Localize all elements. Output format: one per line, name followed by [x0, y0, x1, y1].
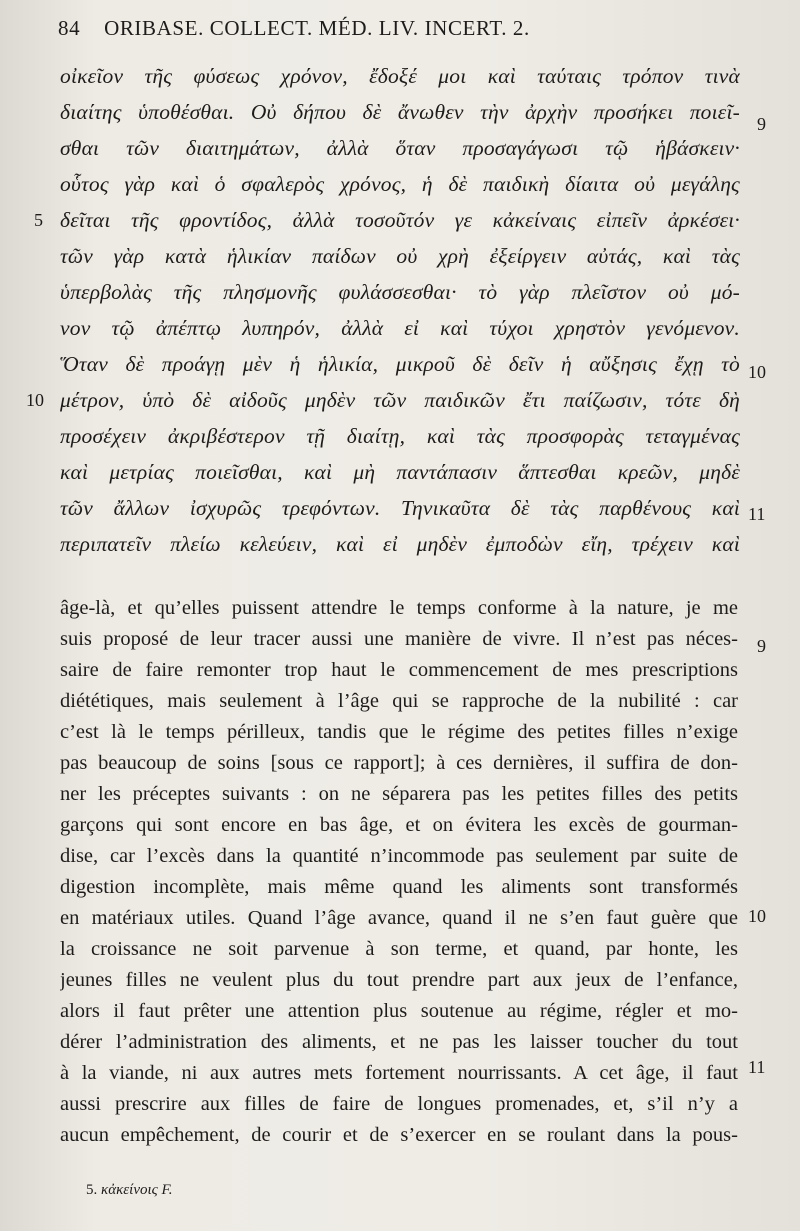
- margin-line-number: 5: [34, 210, 43, 230]
- greek-line: δεῖται τῆς φροντίδος, ἀλλὰ τοσοῦτόν γε κἀκείναις εἰπεῖν ἀρκέσει·: [60, 208, 740, 232]
- french-line: la croissance ne soit parvenue à son terme, et quand, par honte, les: [60, 938, 738, 960]
- french-line: pas beaucoup de soins [sous ce rapport]; à ces dernières, il suffira de don-: [60, 752, 738, 774]
- greek-line: οὗτος γὰρ καὶ ὁ σφαλερὸς χρόνος, ἡ δὲ παιδικὴ δίαιτα οὐ μεγάλης: [60, 172, 740, 196]
- french-line: ner les préceptes suivants : on ne séparera pas les petites filles des petits: [60, 783, 738, 805]
- margin-line-number: 10: [26, 390, 44, 410]
- footnote-number: 5.: [86, 1182, 98, 1198]
- greek-line: τῶν γὰρ κατὰ ἡλικίαν παίδων οὐ χρὴ ἐξείργειν αὐτάς, καὶ τὰς: [60, 244, 740, 268]
- page-number: 84: [58, 16, 81, 40]
- margin-section-number: 11: [748, 1057, 766, 1077]
- running-header: [58, 16, 740, 41]
- french-line: digestion incomplète, mais même quand les aliments sont transformés: [60, 876, 738, 898]
- greek-line: Ὅταν δὲ προάγῃ μὲν ἡ ἡλικία, μικροῦ δὲ δεῖν ἡ αὔξησις ἔχῃ τὸ: [60, 352, 740, 376]
- french-line: diététiques, mais seulement à l’âge qui se rapproche de la nubilité : car: [60, 690, 738, 712]
- french-line: jeunes filles ne veulent plus du tout prendre part aux jeux de l’enfance,: [60, 969, 738, 991]
- margin-section-number: 9: [757, 114, 766, 134]
- footnote-text: κἀκείνοις F.: [101, 1182, 173, 1198]
- french-line: garçons qui sont encore en bas âge, et on évitera les excès de gourman-: [60, 814, 738, 836]
- greek-line: καὶ μετρίας ποιεῖσθαι, καὶ μὴ παντάπασιν ἅπτεσθαι κρεῶν, μηδὲ: [60, 460, 740, 484]
- french-line: aucun empêchement, de courir et de s’exercer en se roulant dans la pous-: [60, 1124, 738, 1146]
- french-line: c’est là le temps périlleux, tandis que le régime des petites filles n’exige: [60, 721, 738, 743]
- running-title: ORIBASE. COLLECT. MÉD. LIV. INCERT. 2.: [104, 16, 530, 40]
- margin-section-number: 9: [757, 636, 766, 656]
- greek-line: περιπατεῖν πλείω κελεύειν, καὶ εἰ μηδὲν ἐμποδὼν εἴη, τρέχειν καὶ: [60, 532, 740, 556]
- margin-section-number: 11: [748, 504, 766, 524]
- greek-line: προσέχειν ἀκριβέστερον τῇ διαίτῃ, καὶ τὰς προσφορὰς τεταγμένας: [60, 424, 740, 448]
- french-line: à la viande, ni aux autres mets fortement nourrissants. A cet âge, il faut: [60, 1062, 738, 1084]
- french-line: en matériaux utiles. Quand l’âge avance, quand il ne s’en faut guère que: [60, 907, 738, 929]
- french-line: âge-là, et qu’elles puissent attendre le temps conforme à la nature, je me: [60, 597, 738, 619]
- margin-section-number: 10: [748, 362, 766, 382]
- french-line: dérer l’administration des aliments, et ne pas les laisser toucher du tout: [60, 1031, 738, 1053]
- greek-line: νον τῷ ἀπέπτῳ λυπηρόν, ἀλλὰ εἰ καὶ τύχοι χρηστὸν γενόμενον.: [60, 316, 740, 340]
- greek-line: ὑπερβολὰς τῆς πλησμονῆς φυλάσσεσθαι· τὸ γὰρ πλεῖστον οὐ μό-: [60, 280, 740, 304]
- french-line: alors il faut prêter une attention plus soutenue au régime, régler et mo-: [60, 1000, 738, 1022]
- french-line: aussi prescrire aux filles de faire de longues promenades, et, s’il n’y a: [60, 1093, 738, 1115]
- greek-line: οἰκεῖον τῆς φύσεως χρόνον, ἔδοξέ μοι καὶ ταύταις τρόπον τινὰ: [60, 64, 740, 88]
- greek-line: μέτρον, ὑπὸ δὲ αἰδοῦς μηδὲν τῶν παιδικῶν ἔτι παίζωσιν, τότε δὴ: [60, 388, 740, 412]
- french-line: dise, car l’excès dans la quantité n’incommode pas seulement par suite de: [60, 845, 738, 867]
- greek-line: διαίτης ὑποθέσθαι. Οὐ δήπου δὲ ἄνωθεν τὴν ἀρχὴν προσήκει ποιεῖ-: [60, 100, 740, 124]
- french-line: suis proposé de leur tracer aussi une manière de vivre. Il n’est pas néces-: [60, 628, 738, 650]
- footnote: [86, 1182, 173, 1199]
- greek-line: σθαι τῶν διαιτημάτων, ἀλλὰ ὅταν προσαγάγωσι τῷ ἡβάσκειν·: [60, 136, 740, 160]
- margin-section-number: 10: [748, 906, 766, 926]
- french-line: saire de faire remonter trop haut le commencement de mes prescriptions: [60, 659, 738, 681]
- greek-line: τῶν ἄλλων ἰσχυρῶς τρεφόντων. Τηνικαῦτα δὲ τὰς παρθένους καὶ: [60, 496, 740, 520]
